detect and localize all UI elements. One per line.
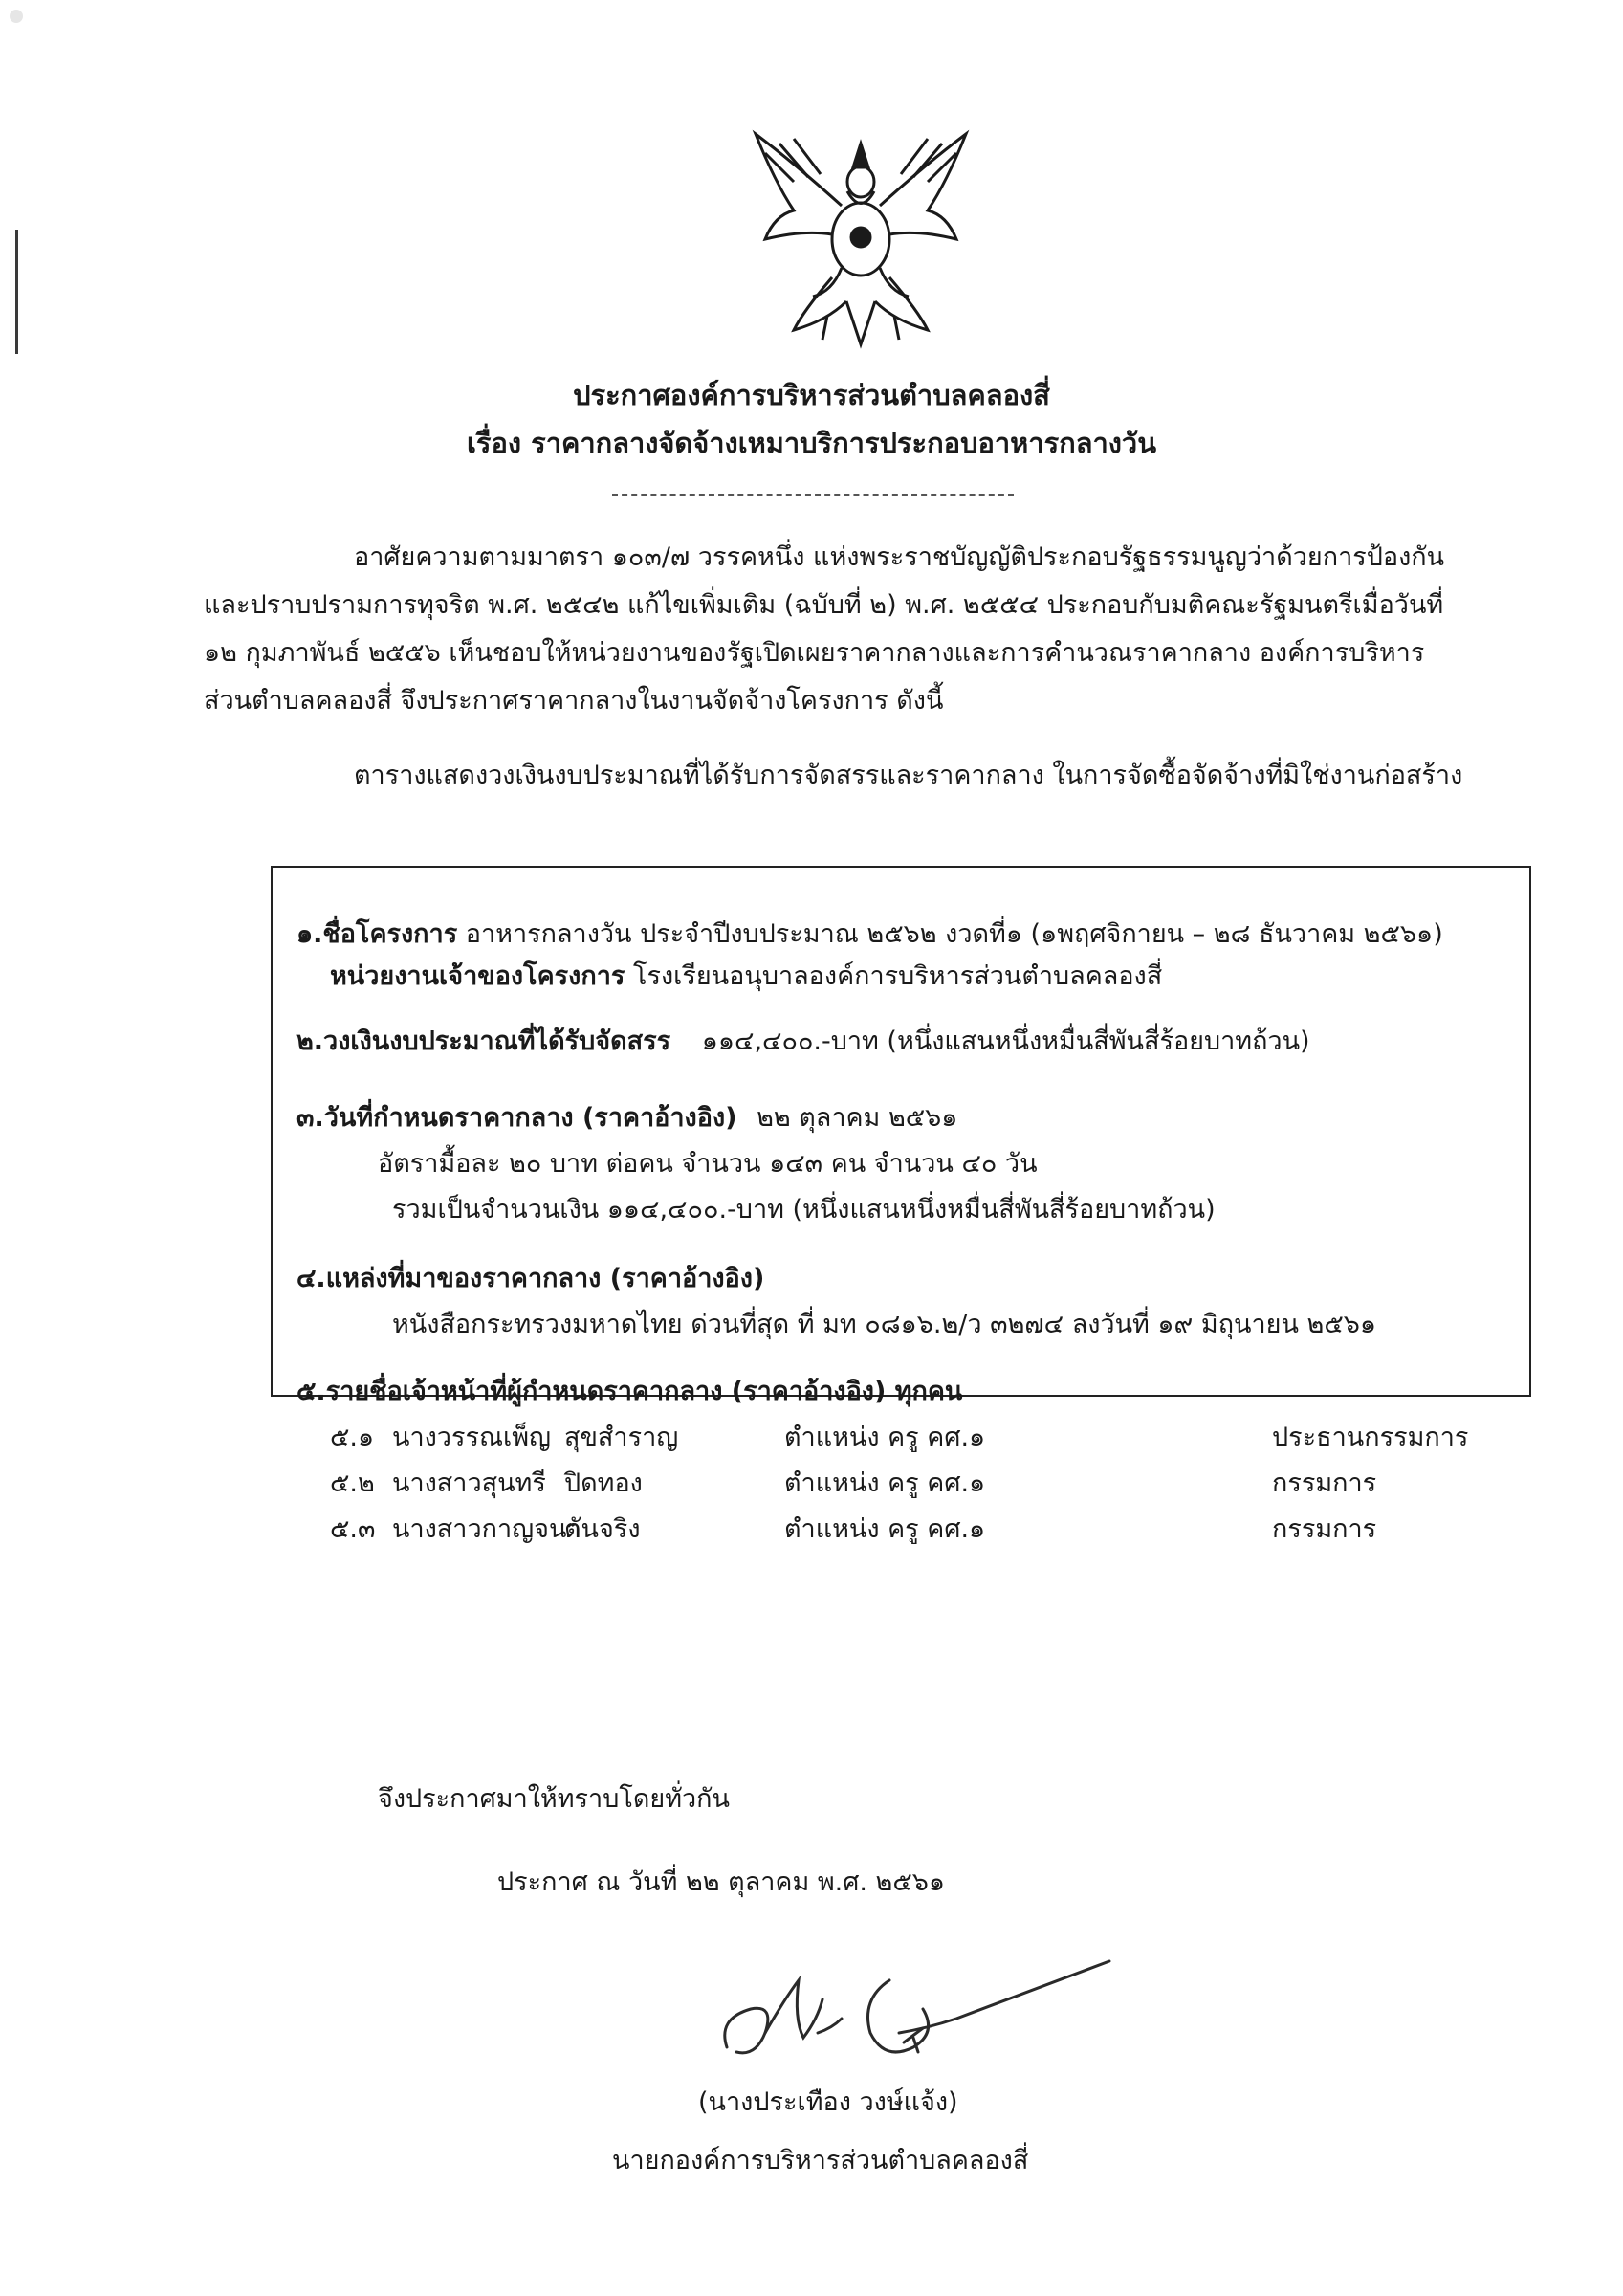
committee-position: ตำแหน่ง ครู คศ.๑	[784, 1423, 986, 1452]
committee-num: ๕.๓	[330, 1514, 376, 1544]
item-1-label: ๑.ชื่อโครงการ	[296, 919, 458, 949]
committee-name: นางวรรณเพ็ญ	[392, 1423, 552, 1452]
committee-position: ตำแหน่ง ครู คศ.๑	[784, 1514, 986, 1544]
committee-surname: ปิดทอง	[564, 1468, 643, 1498]
committee-surname: ตันจริง	[564, 1514, 641, 1544]
item-3-label: ๓.วันที่กำหนดราคากลาง (ราคาอ้างอิง)	[296, 1103, 737, 1133]
intro-line-1: อาศัยความตามมาตรา ๑๐๓/๗ วรรคหนึ่ง แห่งพระราชบัญญัติประกอบรัฐธรรมนูญว่าด้วยการป้องกัน	[354, 542, 1445, 572]
committee-role: กรรมการ	[1272, 1514, 1377, 1544]
committee-role: ประธานกรรมการ	[1272, 1423, 1469, 1452]
item-2-value: ๑๑๔,๔๐๐.-บาท (หนึ่งแสนหนึ่งหมื่นสี่พันสี่ร้อยบาทถ้วน)	[701, 1027, 1310, 1056]
signer-name: (นางประเทือง วงษ์แจ้ง)	[698, 2087, 958, 2117]
item-3	[296, 1100, 957, 1137]
item-1-value: อาหารกลางวัน ประจำปีงบประมาณ ๒๕๖๒ งวดที่๑ (๑พฤศจิกายน – ๒๘ ธันวาคม ๒๕๖๑)	[465, 919, 1443, 949]
committee-num: ๕.๑	[330, 1423, 375, 1452]
table-caption: ตารางแสดงวงเงินงบประมาณที่ได้รับการจัดสรรและราคากลาง ในการจัดซื้อจัดจ้างที่มิใช่งานก่อสร้าง	[354, 761, 1463, 790]
scan-margin-mark	[15, 230, 18, 354]
signer-title: นายกองค์การบริหารส่วนตำบลคลองสี่	[612, 2146, 1029, 2175]
item-4-label: ๔.แหล่งที่มาของราคากลาง (ราคาอ้างอิง)	[296, 1264, 765, 1293]
title-divider	[612, 494, 1014, 496]
committee-name: นางสาวสุนทรี	[392, 1468, 546, 1498]
scan-corner-mark	[10, 10, 23, 23]
intro-line-3: ๑๒ กุมภาพันธ์ ๒๕๕๖ เห็นชอบให้หน่วยงานของรัฐเปิดเผยราคากลางและการคำนวณราคากลาง องค์การบริหาร	[204, 638, 1425, 668]
item-1-owner-label: หน่วยงานเจ้าของโครงการ	[330, 961, 625, 991]
item-1	[296, 916, 1443, 953]
garuda-emblem-icon	[736, 124, 985, 354]
announcement-date: ประกาศ ณ วันที่ ๒๒ ตุลาคม พ.ศ. ๒๕๖๑	[497, 1867, 946, 1897]
item-2	[296, 1024, 1310, 1060]
intro-line-2: และปราบปรามการทุจริต พ.ศ. ๒๕๔๒ แก้ไขเพิ่มเติม (ฉบับที่ ๒) พ.ศ. ๒๕๕๔ ประกอบกับมติคณะรัฐมนตรีเมื่อวันที่	[204, 590, 1444, 620]
item-1-owner	[330, 959, 1162, 995]
item-5-label: ๕.รายชื่อเจ้าหน้าที่ผู้กำหนดราคากลาง (ราคาอ้างอิง) ทุกคน	[296, 1377, 963, 1406]
intro-line-4: ส่วนตำบลคลองสี่ จึงประกาศราคากลางในงานจัดจ้างโครงการ ดังนี้	[204, 686, 944, 716]
item-1-owner-value: โรงเรียนอนุบาลองค์การบริหารส่วนตำบลคลองสี่	[632, 961, 1163, 991]
item-3-detail-1: อัตรามื้อละ ๒๐ บาท ต่อคน จำนวน ๑๔๓ คน จำนวน ๔๐ วัน	[378, 1149, 1038, 1179]
item-4-detail: หนังสือกระทรวงมหาดไทย ด่วนที่สุด ที่ มท ๐๘๑๖.๒/ว ๓๒๗๔ ลงวันที่ ๑๙ มิถุนายน ๒๕๖๑	[392, 1310, 1377, 1339]
committee-role: กรรมการ	[1272, 1468, 1377, 1498]
committee-name: นางสาวกาญจนา	[392, 1514, 581, 1544]
handwritten-signature	[708, 1942, 1129, 2086]
item-2-label: ๒.วงเงินงบประมาณที่ได้รับจัดสรร	[296, 1027, 671, 1056]
committee-num: ๕.๒	[330, 1468, 375, 1498]
item-3-detail-2: รวมเป็นจำนวนเงิน ๑๑๔,๔๐๐.-บาท (หนึ่งแสนหนึ่งหมื่นสี่พันสี่ร้อยบาทถ้วน)	[392, 1195, 1216, 1225]
committee-surname: สุขสำราญ	[564, 1423, 679, 1452]
announcement-subject: เรื่อง ราคากลางจัดจ้างเหมาบริการประกอบอาหารกลางวัน	[466, 427, 1157, 459]
committee-position: ตำแหน่ง ครู คศ.๑	[784, 1468, 986, 1498]
closing-notice: จึงประกาศมาให้ทราบโดยทั่วกัน	[378, 1784, 730, 1814]
item-3-value: ๒๒ ตุลาคม ๒๕๖๑	[757, 1103, 958, 1133]
announcement-title: ประกาศองค์การบริหารส่วนตำบลคลองสี่	[573, 379, 1050, 411]
